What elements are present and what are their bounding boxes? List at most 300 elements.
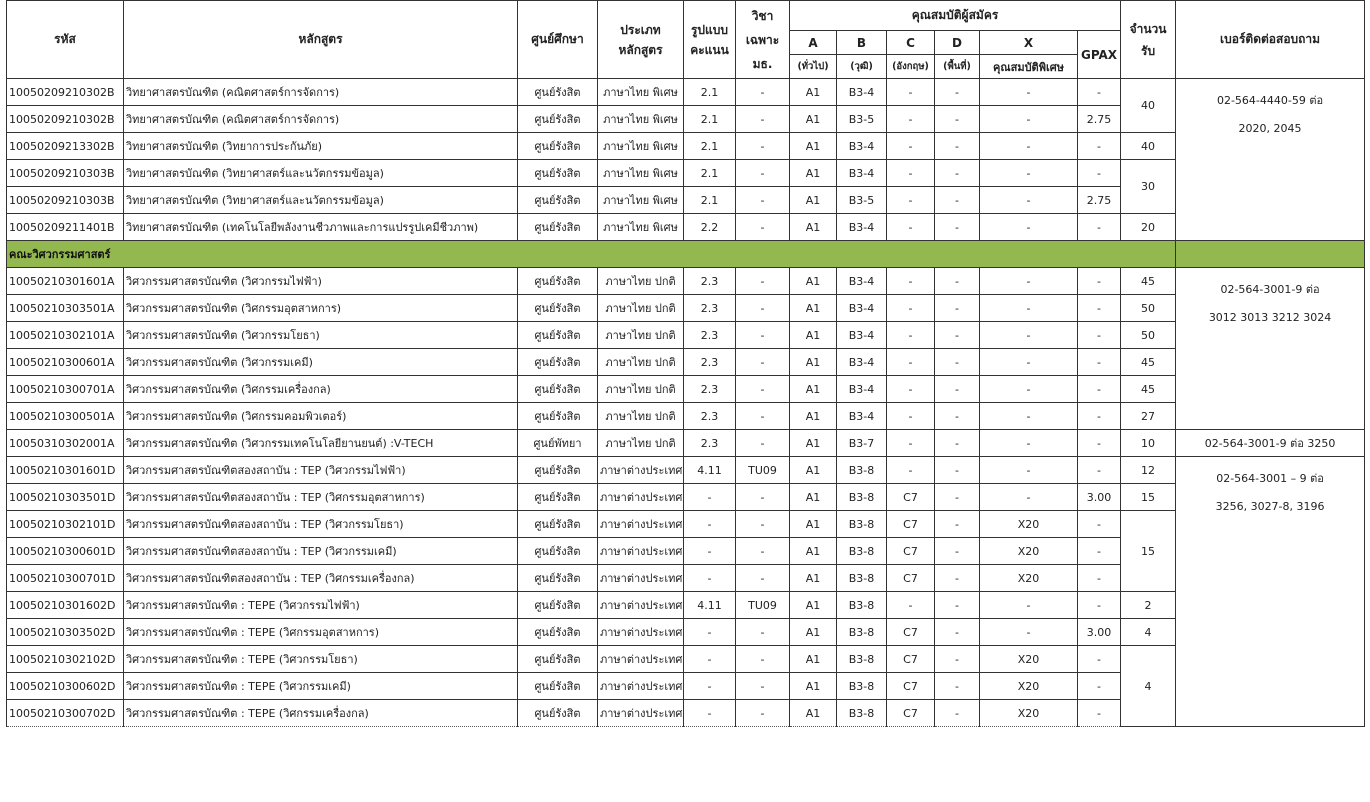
table-row — [7, 511, 1365, 538]
cell-d: - — [935, 457, 980, 484]
cell-center: ศูนย์รังสิต — [518, 376, 598, 403]
cell-type: ภาษาต่างประเทศ — [598, 565, 684, 592]
cell-d: - — [935, 700, 980, 727]
cell-a: A1 — [790, 376, 837, 403]
contact-line: 3256, 3027-8, 3196 — [1215, 500, 1325, 513]
cell-b: B3-8 — [837, 592, 887, 619]
cell-x: - — [980, 106, 1078, 133]
cell-d: - — [935, 538, 980, 565]
cell-center: ศูนย์รังสิต — [518, 268, 598, 295]
contact-line: 2020, 2045 — [1238, 122, 1302, 135]
cell-gpax: - — [1078, 430, 1121, 457]
cell-a: A1 — [790, 214, 837, 241]
cell-b: B3-7 — [837, 430, 887, 457]
cell-code: 10050210300602D — [7, 673, 124, 700]
cell-seats: 15 — [1121, 484, 1176, 511]
cell-center: ศูนย์รังสิต — [518, 160, 598, 187]
cell-gpax: - — [1078, 268, 1121, 295]
cell-center: ศูนย์รังสิต — [518, 673, 598, 700]
cell-c: C7 — [887, 646, 935, 673]
cell-c: - — [887, 592, 935, 619]
cell-b: B3-8 — [837, 538, 887, 565]
cell-program: วิทยาศาสตรบัณฑิต (คณิตศาสตร์การจัดการ) — [124, 106, 518, 133]
cell-format: 2.1 — [684, 106, 736, 133]
header-gpax: GPAX — [1078, 31, 1121, 79]
cell-gpax: - — [1078, 79, 1121, 106]
cell-center: ศูนย์รังสิต — [518, 700, 598, 727]
cell-d: - — [935, 79, 980, 106]
cell-format: 2.1 — [684, 79, 736, 106]
cell-format: - — [684, 484, 736, 511]
cell-program: วิทยาศาสตรบัณฑิต (คณิตศาสตร์การจัดการ) — [124, 79, 518, 106]
cell-c: - — [887, 403, 935, 430]
cell-gpax: - — [1078, 565, 1121, 592]
header-b: B — [837, 31, 887, 55]
cell-subject: - — [736, 511, 790, 538]
cell-seats: 2 — [1121, 592, 1176, 619]
cell-gpax: - — [1078, 700, 1121, 727]
cell-center: ศูนย์รังสิต — [518, 133, 598, 160]
cell-type: ภาษาไทย พิเศษ — [598, 106, 684, 133]
cell-gpax: - — [1078, 673, 1121, 700]
table-row — [7, 322, 1365, 349]
cell-center: ศูนย์รังสิต — [518, 592, 598, 619]
cell-a: A1 — [790, 619, 837, 646]
cell-program: วิศวกรรมศาสตรบัณฑิต (วิศวกรรมเทคโนโลยียานยนต์) :V-TECH — [124, 430, 518, 457]
cell-gpax: - — [1078, 538, 1121, 565]
header-a: A — [790, 31, 837, 55]
cell-c: - — [887, 457, 935, 484]
cell-subject: TU09 — [736, 457, 790, 484]
table-row — [7, 646, 1365, 673]
cell-code: 10050210301602D — [7, 592, 124, 619]
table-row — [7, 592, 1365, 619]
cell-gpax: - — [1078, 160, 1121, 187]
cell-a: A1 — [790, 187, 837, 214]
cell-subject: - — [736, 619, 790, 646]
cell-center: ศูนย์รังสิต — [518, 511, 598, 538]
cell-x: X20 — [980, 673, 1078, 700]
cell-type: ภาษาต่างประเทศ — [598, 484, 684, 511]
cell-b: B3-4 — [837, 376, 887, 403]
cell-format: - — [684, 565, 736, 592]
cell-c: C7 — [887, 700, 935, 727]
cell-seats: 50 — [1121, 322, 1176, 349]
cell-format: - — [684, 538, 736, 565]
cell-type: ภาษาไทย ปกติ — [598, 295, 684, 322]
cell-code: 10050210303502D — [7, 619, 124, 646]
cell-format: 4.11 — [684, 457, 736, 484]
cell-center: ศูนย์รังสิต — [518, 79, 598, 106]
admission-table — [6, 0, 1365, 727]
header-x-sub: คุณสมบัติพิเศษ — [980, 55, 1078, 79]
cell-b: B3-5 — [837, 106, 887, 133]
cell-format: - — [684, 619, 736, 646]
cell-format: 2.3 — [684, 322, 736, 349]
cell-program: วิทยาศาสตรบัณฑิต (วิทยาศาสตร์และนวัตกรรมข้อมูล) — [124, 160, 518, 187]
cell-subject: - — [736, 673, 790, 700]
cell-type: ภาษาไทย พิเศษ — [598, 133, 684, 160]
cell-b: B3-8 — [837, 565, 887, 592]
cell-program: วิศวกรรมศาสตรบัณฑิตสองสถาบัน : TEP (วิศวกรรมไฟฟ้า) — [124, 457, 518, 484]
cell-b: B3-4 — [837, 295, 887, 322]
cell-gpax: 3.00 — [1078, 619, 1121, 646]
cell-program: วิศวกรรมศาสตรบัณฑิต : TEPE (วิศกรรมเครื่องกล) — [124, 700, 518, 727]
cell-center: ศูนย์รังสิต — [518, 619, 598, 646]
cell-type: ภาษาต่างประเทศ — [598, 457, 684, 484]
cell-c: - — [887, 133, 935, 160]
cell-a: A1 — [790, 349, 837, 376]
cell-d: - — [935, 187, 980, 214]
cell-x: - — [980, 376, 1078, 403]
header-format: รูปแบบ คะแนน — [684, 1, 736, 79]
cell-format: 2.2 — [684, 214, 736, 241]
table-row — [7, 214, 1365, 241]
cell-c: C7 — [887, 619, 935, 646]
cell-code: 10050209210303B — [7, 160, 124, 187]
cell-type: ภาษาต่างประเทศ — [598, 619, 684, 646]
cell-code: 10050310302001A — [7, 430, 124, 457]
header-x: X — [980, 31, 1078, 55]
cell-program: วิศวกรรมศาสตรบัณฑิต : TEPE (วิศวกรรมไฟฟ้า) — [124, 592, 518, 619]
header-c-sub: (อังกฤษ) — [887, 55, 935, 79]
header-c: C — [887, 31, 935, 55]
cell-center: ศูนย์รังสิต — [518, 403, 598, 430]
cell-gpax: - — [1078, 322, 1121, 349]
cell-format: 2.3 — [684, 295, 736, 322]
cell-contact — [1176, 457, 1365, 727]
cell-program: วิทยาศาสตรบัณฑิต (วิทยาศาสตร์และนวัตกรรมข้อมูล) — [124, 187, 518, 214]
cell-c: - — [887, 106, 935, 133]
cell-c: C7 — [887, 538, 935, 565]
cell-b: B3-8 — [837, 511, 887, 538]
cell-a: A1 — [790, 268, 837, 295]
cell-a: A1 — [790, 160, 837, 187]
cell-b: B3-4 — [837, 403, 887, 430]
cell-x: - — [980, 295, 1078, 322]
cell-code: 10050210302102D — [7, 646, 124, 673]
cell-b: B3-8 — [837, 619, 887, 646]
cell-a: A1 — [790, 673, 837, 700]
cell-d: - — [935, 160, 980, 187]
cell-code: 10050210300601A — [7, 349, 124, 376]
cell-type: ภาษาไทย ปกติ — [598, 349, 684, 376]
cell-a: A1 — [790, 700, 837, 727]
cell-format: - — [684, 646, 736, 673]
cell-center: ศูนย์รังสิต — [518, 214, 598, 241]
cell-a: A1 — [790, 106, 837, 133]
cell-d: - — [935, 106, 980, 133]
cell-seats: 50 — [1121, 295, 1176, 322]
cell-d: - — [935, 565, 980, 592]
cell-type: ภาษาไทย ปกติ — [598, 268, 684, 295]
cell-seats: 40 — [1121, 79, 1176, 133]
cell-a: A1 — [790, 484, 837, 511]
cell-seats: 20 — [1121, 214, 1176, 241]
cell-code: 10050210302101A — [7, 322, 124, 349]
cell-seats: 30 — [1121, 160, 1176, 214]
cell-a: A1 — [790, 403, 837, 430]
table-row — [7, 376, 1365, 403]
table-row — [7, 79, 1365, 106]
cell-program: วิศวกรรมศาสตรบัณฑิต (วิศวกรรมไฟฟ้า) — [124, 268, 518, 295]
cell-x: - — [980, 403, 1078, 430]
cell-c: - — [887, 214, 935, 241]
cell-c: C7 — [887, 565, 935, 592]
cell-seats: 4 — [1121, 646, 1176, 727]
cell-code: 10050210300701D — [7, 565, 124, 592]
cell-c: - — [887, 349, 935, 376]
cell-code: 10050209210302B — [7, 79, 124, 106]
cell-format: 2.3 — [684, 403, 736, 430]
cell-gpax: - — [1078, 403, 1121, 430]
cell-format: 2.1 — [684, 160, 736, 187]
cell-b: B3-4 — [837, 133, 887, 160]
cell-code: 10050210300702D — [7, 700, 124, 727]
contact-line: 02-564-4440-59 ต่อ — [1216, 94, 1324, 107]
cell-x: X20 — [980, 646, 1078, 673]
cell-program: วิทยาศาสตรบัณฑิต (วิทยาการประกันภัย) — [124, 133, 518, 160]
cell-a: A1 — [790, 322, 837, 349]
cell-subject: - — [736, 268, 790, 295]
cell-d: - — [935, 673, 980, 700]
cell-type: ภาษาไทย ปกติ — [598, 403, 684, 430]
cell-format: 2.1 — [684, 133, 736, 160]
cell-center: ศูนย์รังสิต — [518, 646, 598, 673]
contact-line: 02-564-3001-9 ต่อ — [1220, 283, 1320, 296]
table-row — [7, 295, 1365, 322]
cell-b: B3-4 — [837, 79, 887, 106]
cell-code: 10050210303501A — [7, 295, 124, 322]
cell-x: X20 — [980, 511, 1078, 538]
cell-d: - — [935, 430, 980, 457]
table-row — [7, 160, 1365, 187]
cell-subject: - — [736, 403, 790, 430]
cell-program: วิศวกรรมศาสตรบัณฑิตสองสถาบัน : TEP (วิศวกรรมโยธา) — [124, 511, 518, 538]
cell-c: - — [887, 322, 935, 349]
cell-subject: - — [736, 484, 790, 511]
cell-center: ศูนย์รังสิต — [518, 457, 598, 484]
cell-x: - — [980, 457, 1078, 484]
cell-seats: 27 — [1121, 403, 1176, 430]
cell-type: ภาษาต่างประเทศ — [598, 700, 684, 727]
cell-seats: 15 — [1121, 511, 1176, 592]
cell-seats: 40 — [1121, 133, 1176, 160]
cell-subject: - — [736, 700, 790, 727]
cell-type: ภาษาไทย พิเศษ — [598, 187, 684, 214]
header-d: D — [935, 31, 980, 55]
cell-center: ศูนย์รังสิต — [518, 538, 598, 565]
header-subject: วิชา เฉพาะ มธ. — [736, 1, 790, 79]
table-row — [7, 457, 1365, 484]
cell-subject: - — [736, 565, 790, 592]
cell-a: A1 — [790, 430, 837, 457]
header-program: หลักสูตร — [124, 1, 518, 79]
cell-d: - — [935, 295, 980, 322]
cell-b: B3-8 — [837, 646, 887, 673]
cell-x: X20 — [980, 565, 1078, 592]
cell-subject: - — [736, 106, 790, 133]
cell-code: 10050210301601D — [7, 457, 124, 484]
cell-program: วิศวกรรมศาสตรบัณฑิตสองสถาบัน : TEP (วิศกรรมอุตสาหการ) — [124, 484, 518, 511]
cell-center: ศูนย์รังสิต — [518, 565, 598, 592]
cell-d: - — [935, 214, 980, 241]
cell-a: A1 — [790, 133, 837, 160]
header-qualifications: คุณสมบัติผู้สมัคร — [790, 1, 1121, 31]
cell-code: 10050210300501A — [7, 403, 124, 430]
cell-gpax: 3.00 — [1078, 484, 1121, 511]
cell-program: วิศวกรรมศาสตรบัณฑิตสองสถาบัน : TEP (วิศวกรรมเคมี) — [124, 538, 518, 565]
cell-gpax: 2.75 — [1078, 106, 1121, 133]
cell-x: X20 — [980, 538, 1078, 565]
cell-gpax: - — [1078, 646, 1121, 673]
cell-x: - — [980, 214, 1078, 241]
cell-subject: - — [736, 187, 790, 214]
cell-d: - — [935, 619, 980, 646]
cell-format: 2.3 — [684, 349, 736, 376]
table-row — [7, 133, 1365, 160]
cell-program: วิศวกรรมศาสตรบัณฑิต : TEPE (วิศกรรมอุตสาหการ) — [124, 619, 518, 646]
cell-subject: - — [736, 160, 790, 187]
cell-c: - — [887, 430, 935, 457]
cell-subject: - — [736, 295, 790, 322]
header-code: รหัส — [7, 1, 124, 79]
category-label: คณะวิศวกรรมศาสตร์ — [7, 241, 1176, 268]
cell-b: B3-4 — [837, 214, 887, 241]
cell-subject: - — [736, 214, 790, 241]
cell-d: - — [935, 349, 980, 376]
cell-d: - — [935, 376, 980, 403]
cell-type: ภาษาไทย ปกติ — [598, 430, 684, 457]
cell-b: B3-4 — [837, 322, 887, 349]
cell-type: ภาษาต่างประเทศ — [598, 511, 684, 538]
cell-d: - — [935, 268, 980, 295]
cell-contact — [1176, 268, 1365, 430]
cell-subject: - — [736, 79, 790, 106]
cell-c: C7 — [887, 484, 935, 511]
cell-type: ภาษาไทย พิเศษ — [598, 214, 684, 241]
cell-b: B3-8 — [837, 457, 887, 484]
cell-b: B3-5 — [837, 187, 887, 214]
cell-format: - — [684, 700, 736, 727]
cell-b: B3-8 — [837, 484, 887, 511]
cell-program: วิทยาศาสตรบัณฑิต (เทคโนโลยีพลังงานชีวภาพและการแปรรูปเคมีชีวภาพ) — [124, 214, 518, 241]
cell-type: ภาษาไทย พิเศษ — [598, 160, 684, 187]
cell-c: - — [887, 376, 935, 403]
cell-format: - — [684, 511, 736, 538]
cell-program: วิศวกรรมศาสตรบัณฑิต : TEPE (วิศวกรรมเคมี) — [124, 673, 518, 700]
cell-gpax: - — [1078, 457, 1121, 484]
cell-contact: 02-564-3001-9 ต่อ 3250 — [1176, 430, 1365, 457]
cell-code: 10050209210302B — [7, 106, 124, 133]
cell-seats: 45 — [1121, 268, 1176, 295]
cell-gpax: - — [1078, 376, 1121, 403]
cell-c: - — [887, 268, 935, 295]
cell-gpax: - — [1078, 511, 1121, 538]
cell-x: - — [980, 484, 1078, 511]
cell-x: - — [980, 322, 1078, 349]
cell-center: ศูนย์รังสิต — [518, 295, 598, 322]
cell-c: - — [887, 187, 935, 214]
cell-a: A1 — [790, 457, 837, 484]
table-row — [7, 619, 1365, 646]
cell-c: C7 — [887, 511, 935, 538]
header-center: ศูนย์ศึกษา — [518, 1, 598, 79]
cell-format: 2.3 — [684, 430, 736, 457]
cell-b: B3-4 — [837, 160, 887, 187]
cell-type: ภาษาต่างประเทศ — [598, 592, 684, 619]
header-a-sub: (ทั่วไป) — [790, 55, 837, 79]
cell-x: - — [980, 160, 1078, 187]
cell-a: A1 — [790, 565, 837, 592]
cell-seats: 10 — [1121, 430, 1176, 457]
cell-format: - — [684, 673, 736, 700]
cell-type: ภาษาไทย ปกติ — [598, 322, 684, 349]
cell-subject: - — [736, 349, 790, 376]
table-row — [7, 349, 1365, 376]
cell-gpax: 2.75 — [1078, 187, 1121, 214]
table-row — [7, 403, 1365, 430]
cell-code: 10050210300701A — [7, 376, 124, 403]
cell-seats: 45 — [1121, 349, 1176, 376]
category-filler — [1176, 241, 1365, 268]
cell-x: - — [980, 187, 1078, 214]
cell-a: A1 — [790, 511, 837, 538]
cell-x: - — [980, 592, 1078, 619]
cell-d: - — [935, 403, 980, 430]
cell-code: 10050210303501D — [7, 484, 124, 511]
cell-program: วิศวกรรมศาสตรบัณฑิต : TEPE (วิศวกรรมโยธา) — [124, 646, 518, 673]
cell-code: 10050210302101D — [7, 511, 124, 538]
cell-subject: - — [736, 538, 790, 565]
cell-subject: - — [736, 430, 790, 457]
cell-format: 2.3 — [684, 268, 736, 295]
cell-center: ศูนย์รังสิต — [518, 484, 598, 511]
cell-type: ภาษาไทย ปกติ — [598, 376, 684, 403]
cell-b: B3-4 — [837, 268, 887, 295]
cell-center: ศูนย์พัทยา — [518, 430, 598, 457]
cell-format: 2.1 — [684, 187, 736, 214]
cell-a: A1 — [790, 79, 837, 106]
cell-program: วิศวกรรมศาสตรบัณฑิต (วิศกรรมเครื่องกล) — [124, 376, 518, 403]
cell-d: - — [935, 322, 980, 349]
cell-c: - — [887, 160, 935, 187]
cell-type: ภาษาต่างประเทศ — [598, 646, 684, 673]
cell-program: วิศวกรรมศาสตรบัณฑิต (วิศวกรรมเคมี) — [124, 349, 518, 376]
cell-x: - — [980, 349, 1078, 376]
cell-a: A1 — [790, 538, 837, 565]
cell-subject: TU09 — [736, 592, 790, 619]
table-row — [7, 430, 1365, 457]
cell-seats: 45 — [1121, 376, 1176, 403]
cell-program: วิศวกรรมศาสตรบัณฑิตสองสถาบัน : TEP (วิศกรรมเครื่องกล) — [124, 565, 518, 592]
header-seats: จำนวน รับ — [1121, 1, 1176, 79]
cell-c: C7 — [887, 673, 935, 700]
cell-code: 10050209211401B — [7, 214, 124, 241]
cell-center: ศูนย์รังสิต — [518, 106, 598, 133]
cell-subject: - — [736, 133, 790, 160]
cell-b: B3-8 — [837, 700, 887, 727]
cell-b: B3-8 — [837, 673, 887, 700]
cell-c: - — [887, 295, 935, 322]
header-contact: เบอร์ติดต่อสอบถาม — [1176, 1, 1365, 79]
cell-gpax: - — [1078, 349, 1121, 376]
cell-type: ภาษาไทย พิเศษ — [598, 79, 684, 106]
cell-gpax: - — [1078, 133, 1121, 160]
cell-code: 10050210300601D — [7, 538, 124, 565]
cell-x: - — [980, 430, 1078, 457]
cell-type: ภาษาต่างประเทศ — [598, 673, 684, 700]
